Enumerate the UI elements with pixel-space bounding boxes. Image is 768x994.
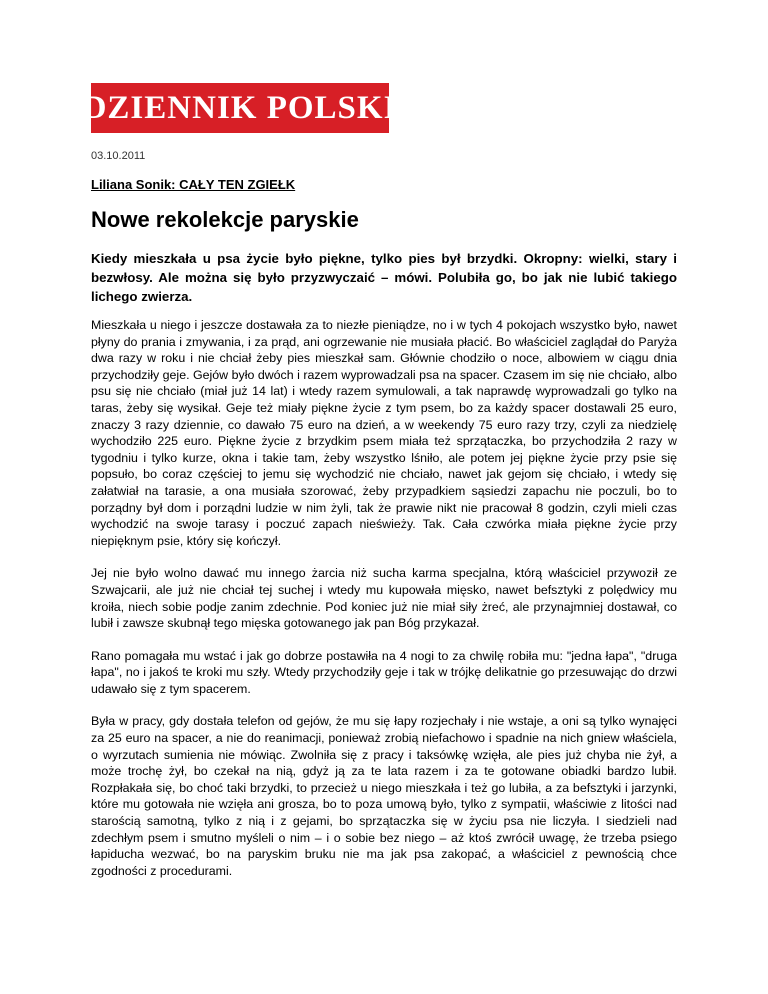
paragraph: Rano pomagała mu wstać i jak go dobrze postawiła na 4 nogi to za chwilę robiła mu: "jedna łapa", "druga łapa", no i jakoś te kroki mu szły. Wtedy przychodziły geje i tak w trójkę delikatnie go przesuwając do drzwi udawało się z tym spacerem. bbox=[91, 648, 677, 696]
article-body bbox=[91, 317, 677, 895]
author-column-link[interactable]: Liliana Sonik: CAŁY TEN ZGIEŁK bbox=[91, 177, 296, 192]
paragraph: Była w pracy, gdy dostała telefon od gejów, że mu się łapy rozjechały i nie wstaje, a oni są tylko wynajęci za 25 euro na spacer, a nie do reanimacji, ponieważ zrobią niefachowo i spadnie na nich gniew właściela, o wyrzutach sumienia nie mówiąc. Zwolniła się z pracy i taksówkę wzięła, ale pies już chyba nie żył, a może trochę żył, bo czekał na nią, gdyż ją za te lata razem i za te gotowane obiadki bardzo lubił. Rozpłakała się, bo choć taki brzydki, to przecież u niego mieszkała i też go lubiła, a za befsztyki i jarzynki, które mu gotowała nie wzięła ani grosza, bo to poza umową było, tylko z sympatii, właściwie z litości nad starością samotną, tylko z nią i z gejami, bo sprzątaczka się w życiu psa nie liczyła. I siedzieli nad zdechłym psem i smutno myśleli o nim – i o sobie bez niego – aż ktoś zwrócił uwagę, że trzeba psiego łapiducha wezwać, bo na paryskim bruku nie ma jak psa zakopać, a właściciel z pewnością chce zgodności z procedurami. bbox=[91, 714, 677, 878]
article-lead: Kiedy mieszkała u psa życie było piękne, tylko pies był brzydki. Okropny: wielki, stary i bezwłosy. Ale można się było przyzwyczaić – mówi. Polubiła go, bo jak nie lubić takiego lichego zwierza. bbox=[91, 251, 677, 304]
article-date: 03.10.2011 bbox=[91, 150, 146, 162]
logo-text: DZIENNIK POLSKI bbox=[82, 89, 398, 126]
paragraph: Jej nie było wolno dawać mu innego żarcia niż sucha karma specjalna, którą właściciel przywoził ze Szwajcarii, ale już nie chciał tej suchej i wtedy mu kupowała mięsko, nawet befsztyki z polędwicy mu kroiła, niech sobie podje zanim zdechnie. Pod koniec już nie miał siły żreć, ale przynajmniej dostawał, co lubił i zawsze skubnął tego mięska gotowanego jak pan Bóg przykazał. bbox=[91, 566, 677, 631]
paragraph: Mieszkała u niego i jeszcze dostawała za to niezłe pieniądze, no i w tych 4 pokojach wszystko było, nawet płyny do prania i zmywania, i za prąd, ani ogrzewanie nie musiała płacić. Bo właściciel zaglądał do Paryża dwa razy w roku i nie chciał żeby pies mieszkał sam. Głównie chodziło o noce, albowiem w ciągu dnia przychodziły geje. Gejów było dwóch i razem wyprowadzali psa na spacer. Czasem im się nie chciało, albo psu się nie chciało (miał już 14 lat) i wtedy razem symulowali, a tak naprawdę wyprowadzali go tylko na taras, żeby się wysikał. Geje też miały piękne życie z tym psem, bo za każdy spacer dostawali 25 euro, znaczy 3 razy dziennie, co dawało 75 euro na dzień, a w weekendy 75 euro razy trzy, czyli za niedzielę wychodziło 225 euro. Piękne życie z brzydkim psem miała też sprzątaczka, bo przychodziła 2 razy w tygodniu i tylko kurze, okna i takie tam, żeby wszystko lśniło, ale potem jej piękne życie przy psie się popsuło, bo coraz częściej to jemu się wychodzić nie chciało, nawet jak gejom się chciało, i wtedy się załatwiał na tarasie, a ona musiała szorować, żeby przypadkiem sąsiedzi zapachu nie poczuli, bo to porządny był dom i porządni ludzie w nim żyli, tak że prawie nikt nie pracował 8 godzin, czyli mieli czas wychodzić na swoje tarasy i poczuć zapach nieświeży. Tak. Cała czwórka miała piękne życie przy niepięknym psie, który się kończył. bbox=[91, 318, 677, 548]
article-title: Nowe rekolekcje paryskie bbox=[91, 207, 359, 232]
newspaper-logo[interactable] bbox=[82, 83, 398, 133]
